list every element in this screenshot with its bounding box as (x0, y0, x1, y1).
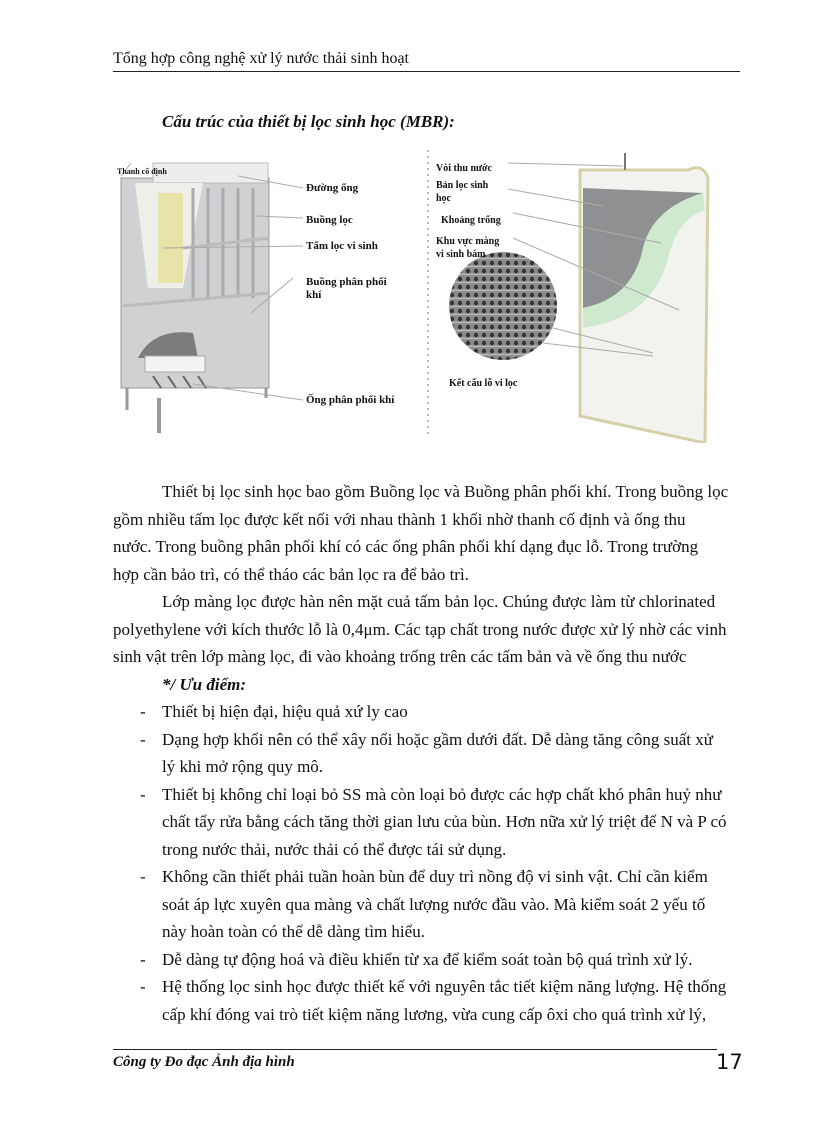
text-line: cấp khí đóng vai trò tiết kiệm năng lương, vừa cung cấp ôxi cho quá trình xử lý, (162, 1004, 707, 1024)
bullet-dash: - (140, 949, 146, 969)
bullet-dash: - (140, 729, 146, 749)
advantages-list (113, 698, 743, 1028)
text-line: polyethylene với kích thước lỗ là 0,4μm. Các tạp chất trong nước được xử lý nhờ các vinh (113, 619, 727, 639)
paragraph (113, 478, 743, 588)
text-line: Thiết bị hiện đại, hiệu quả xứ ly cao (162, 702, 408, 721)
text-line: Thiết bị lọc sinh học bao gồm Buồng lọc và Buồng phân phối khí. Trong buồng lọc (162, 482, 729, 501)
footer-company: Công ty Đo đạc Ảnh địa hình (113, 1054, 295, 1070)
label-air-chamber-line2: khí (306, 289, 322, 301)
running-header: Tổng hợp công nghệ xử lý nước thải sinh hoạt (113, 50, 409, 67)
label-plate (436, 179, 488, 205)
text-line: Thiết bị không chỉ loại bỏ SS mà còn loại bỏ được các hợp chất khó phân huỷ như (162, 784, 722, 804)
bullet-dash: - (140, 867, 146, 886)
text-line: sinh vật trên lớp màng lọc, đi vào khoảng trống trên các tấm bản và về ống thu nước (113, 647, 687, 666)
advantages-heading: */ Ưu điểm: (162, 674, 247, 694)
mbr-unit-drawing (121, 163, 303, 433)
paragraph (113, 588, 743, 671)
label-air-chamber (306, 276, 387, 302)
label-membrane (436, 235, 499, 261)
bullet-dash: - (140, 702, 146, 721)
label-gap: Khoảng trống (441, 215, 501, 226)
section-title: Cấu trúc của thiết bị lọc sinh học (MBR): (162, 112, 455, 131)
list-item (113, 863, 743, 946)
mbr-figure (113, 148, 713, 443)
mbr-illustration (113, 148, 713, 443)
label-pipe: Đường ống (306, 182, 359, 194)
label-pores: Kết cấu lỗ vi lọc (449, 378, 518, 389)
text-line: Hệ thống lọc sinh học được thiết kế với nguyên tắc tiết kiệm năng lượng. Hệ thống (162, 977, 727, 996)
text-line: trong nước thải, nước thải có thể được tái sử dụng. (162, 839, 507, 859)
bullet-dash: - (140, 977, 146, 996)
label-membrane-line2: vi sinh bám (436, 249, 486, 260)
page-number: 17 (716, 1050, 743, 1074)
text-line: Dạng hợp khối nên có thể xây nổi hoặc gầm dưới đất. Dễ dàng tăng công suất xử (162, 729, 713, 749)
label-filter-chamber: Buồng lọc (306, 214, 353, 226)
label-tap: Vòi thu nước (436, 163, 492, 174)
label-membrane-line1: Khu vực màng (436, 236, 500, 247)
text-line: gồm nhiều tấm lọc được kết nối với nhau thành 1 khối nhờ thanh cố định và ống thu (113, 509, 686, 529)
text-line: này hoàn toàn có thể dễ dàng tìm hiểu. (162, 922, 425, 941)
list-item (113, 781, 743, 864)
text-line: lý khi mở rộng quy mô. (162, 757, 324, 776)
text-line: Dễ dàng tự động hoá và điều khiển từ xa để kiểm soát toàn bộ quá trình xử lý. (162, 949, 693, 969)
text-line: Không cần thiết phải tuần hoàn bùn để duy trì nồng độ vi sinh vật. Chỉ cần kiểm (162, 867, 708, 886)
label-plate-line1: Bản lọc sinh (436, 180, 489, 191)
list-item (113, 698, 743, 726)
label-air-chamber-line1: Buồng phân phối (306, 276, 387, 288)
list-item (113, 726, 743, 781)
text-line: hợp cần bảo trì, có thể tháo các bản lọc ra để bảo trì. (113, 564, 469, 584)
label-fixing-bar: Thanh cố định (117, 167, 167, 176)
text-line: soát áp lực xuyên qua màng và chất lượng nước đầu vào. Mà kiểm soát 2 yếu tố (162, 894, 706, 914)
bullet-dash: - (140, 784, 146, 804)
list-item (113, 946, 743, 974)
text-line: chất tẩy rửa bằng cách tăng thời gian lưu của bùn. Hơn nữa xử lý triệt để N và P có (162, 812, 727, 831)
list-item (113, 973, 743, 1028)
body-text (113, 478, 743, 1028)
footer-rule (113, 1049, 717, 1050)
label-bio-plate: Tấm lọc vi sinh (306, 240, 378, 252)
label-plate-line2: học (436, 193, 451, 204)
label-air-pipe: Ống phân phối khí (306, 394, 395, 406)
header-rule (113, 71, 740, 72)
text-line: Lớp màng lọc được hàn nên mặt cuả tấm bản lọc. Chúng được làm từ chlorinated (162, 592, 716, 611)
text-line: nước. Trong buồng phân phối khí có các ống phân phối khí dạng đục lỗ. Trong trường (113, 537, 699, 556)
